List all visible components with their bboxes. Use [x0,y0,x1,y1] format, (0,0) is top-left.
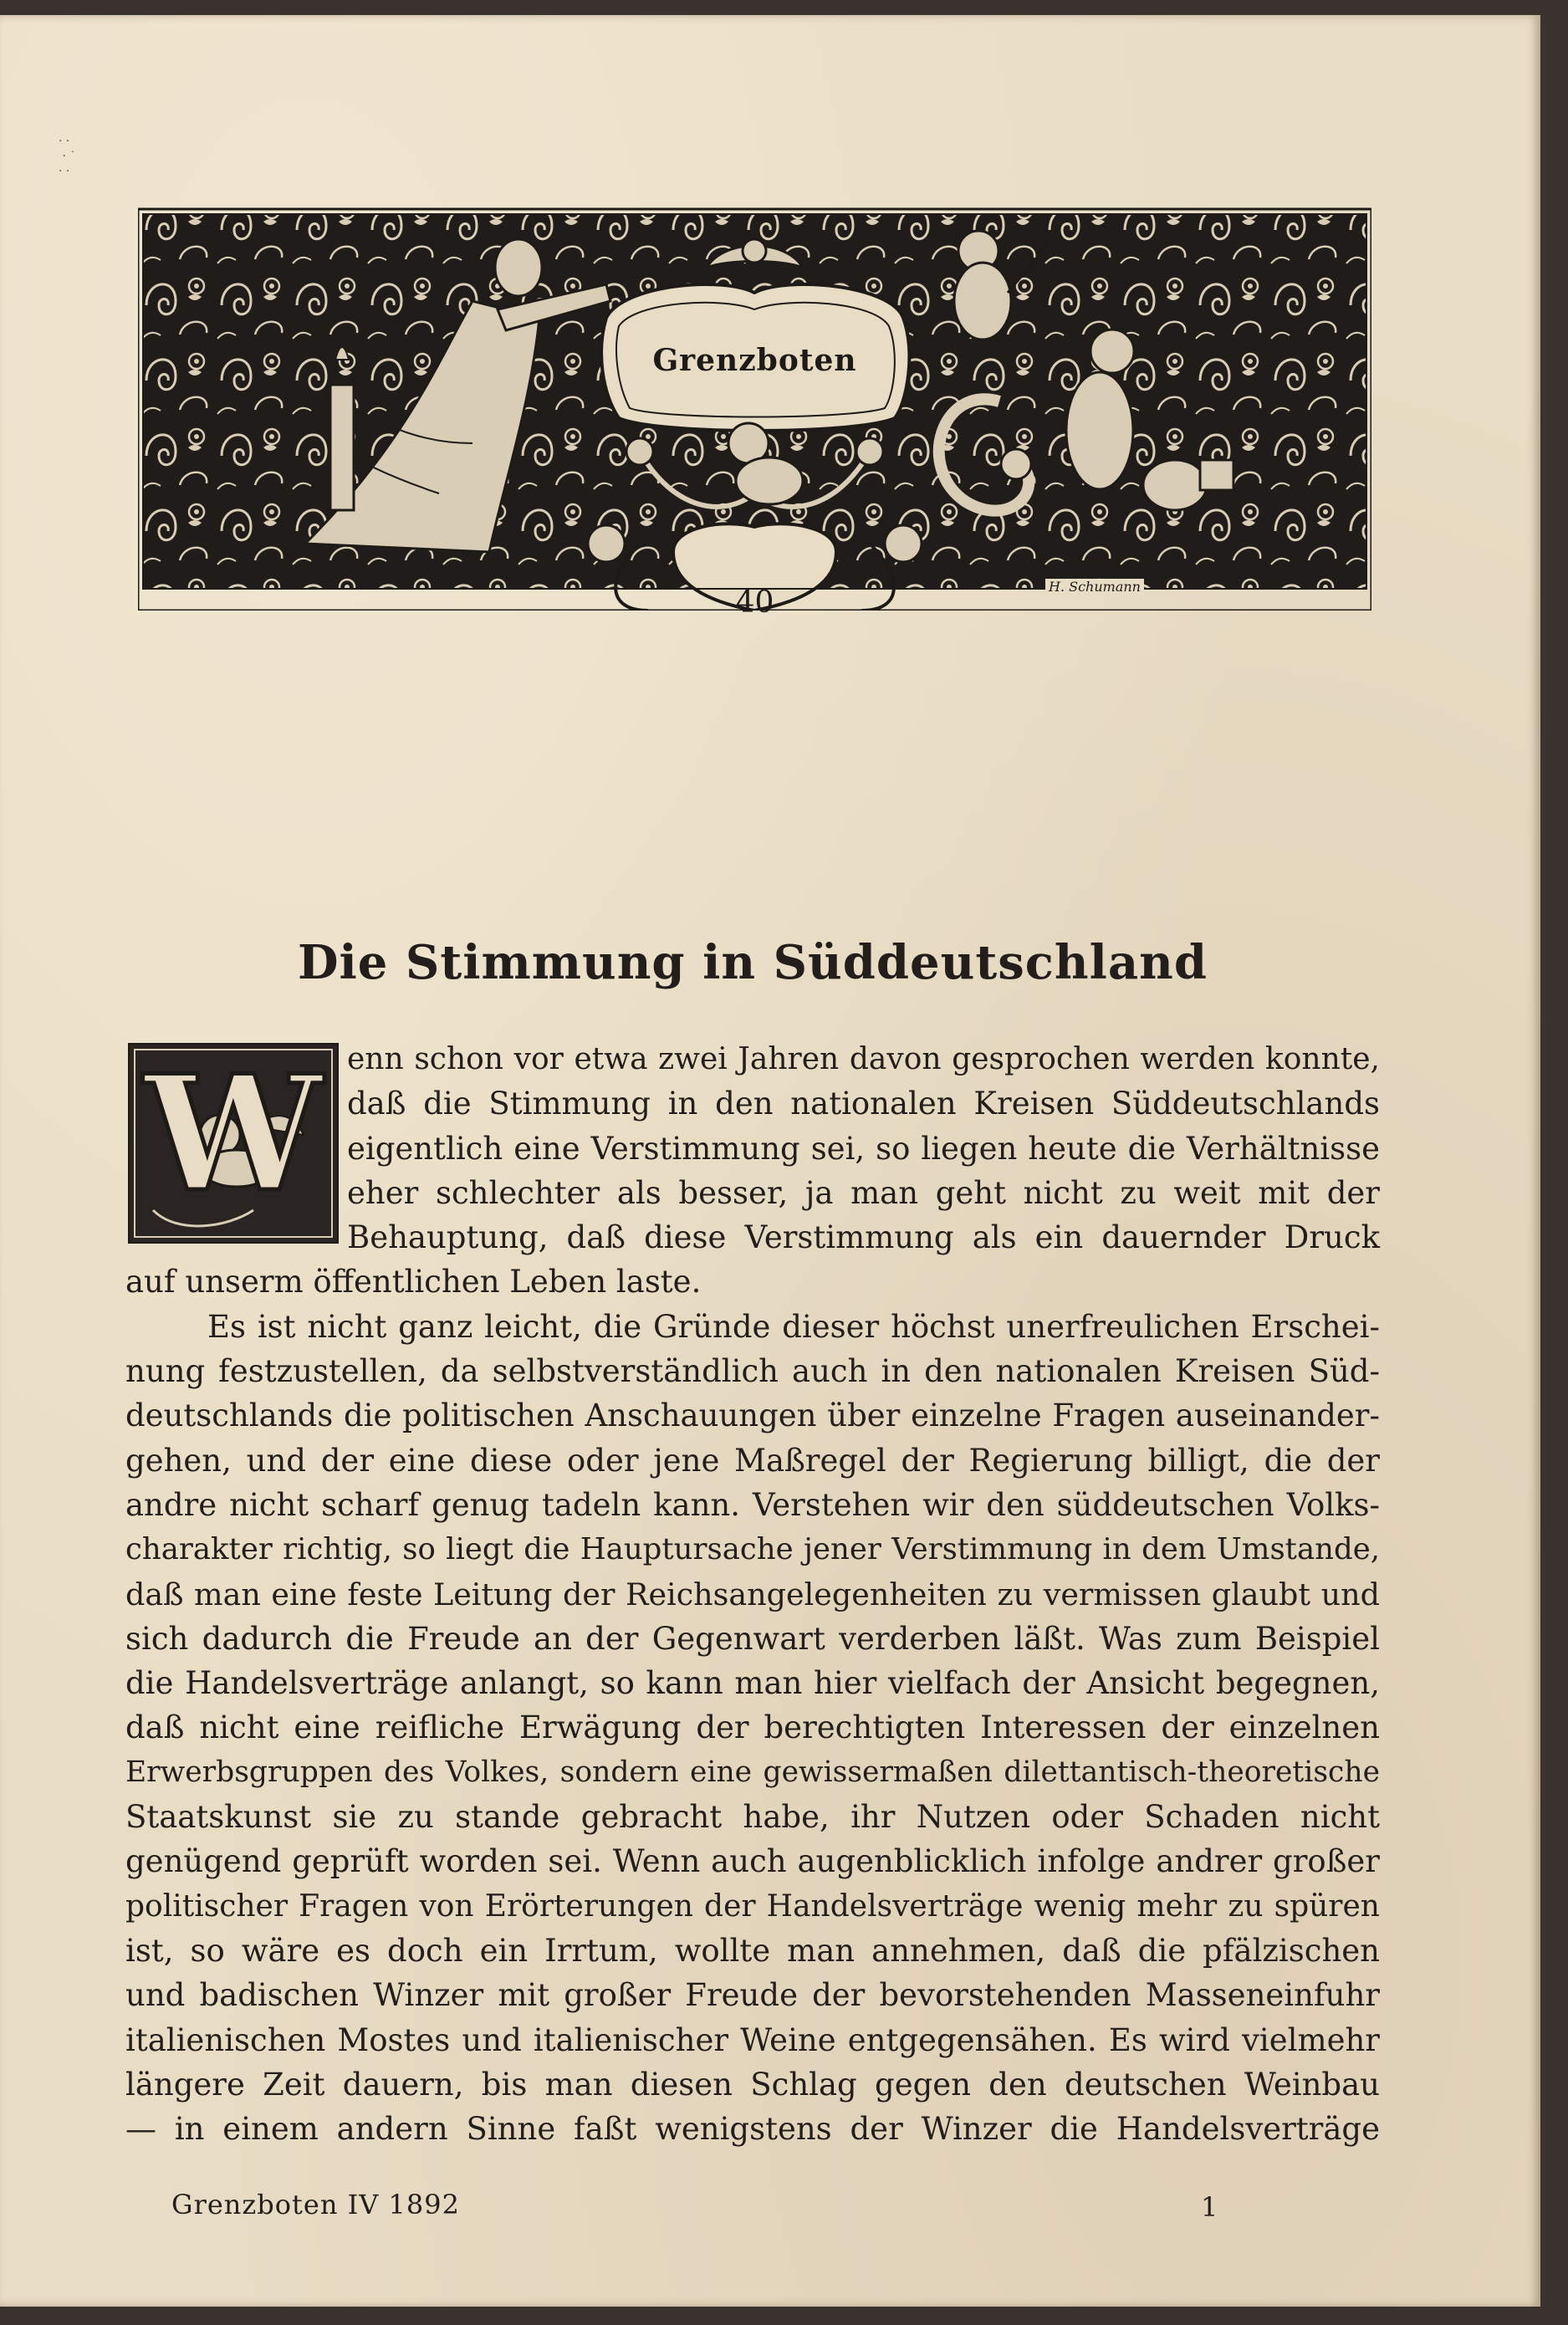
vignette-ornament [138,192,1371,611]
text-line: Es ist nicht ganz leicht, die Gründe dieser höchst unerfreulichen Erschei- [207,1308,1380,1345]
vignette-issue-number: 40 [735,585,774,620]
text-line: daß nicht eine reifliche Erwägung der berechtigten Interessen der einzelnen [125,1709,1380,1746]
text-line: Behauptung, daß diese Verstimmung als ein dauernder Druck [347,1219,1380,1256]
text-line: nung festzustellen, da selbstverständlich auch in den nationalen Kreisen Süd- [125,1353,1380,1390]
engraver-signature: H. Schumann [1045,579,1144,595]
text-line: die Handelsverträge anlangt, so kann man hier vielfach der Ansicht begegnen, [125,1665,1380,1702]
text-line: daß die Stimmung in den nationalen Kreisen Süddeutschlands [347,1086,1380,1122]
text-line: genügend geprüft worden sei. Wenn auch augenblicklich infolge andrer großer [125,1843,1380,1880]
text-line: ist, so wäre es doch ein Irrtum, wollte man annehmen, daß die pfälzischen [125,1932,1380,1969]
header-vignette [138,192,1371,620]
text-line: — in einem andern Sinne faßt wenigstens der Winzer die Handelsverträge [125,2111,1380,2148]
article-body [125,1037,1380,2151]
vignette-title: Grenzboten [652,343,857,378]
page-number: 1 [1201,2191,1218,2223]
text-line: und badischen Winzer mit großer Freude der bevorstehenden Masseneinfuhr [125,1977,1380,2014]
text-line: längere Zeit dauern, bis man diesen Schlag gegen den deutschen Weinbau [125,2066,1380,2103]
text-line: italienischen Mostes und italienischer Weine entgegensähen. Es wird vielmehr [125,2021,1380,2058]
drop-cap-letter: W [144,1040,323,1227]
paper-specks: · · · ˙ · · [59,135,76,178]
text-line: eher schlechter als besser, ja man geht nicht zu weit mit der [347,1174,1380,1211]
text-line: sich dadurch die Freude an der Gegenwart verderben läßt. Was zum Beispiel [125,1620,1380,1657]
text-line: deutschlands die politischen Anschauungen über einzelne Fragen auseinander- [125,1398,1380,1434]
text-line: eigentlich eine Verstimmung sei, so liegen heute die Verhältnisse [347,1130,1380,1167]
text-line: auf unserm öffentlichen Leben laste. [125,1264,702,1300]
text-line: politischer Fragen von Erörterungen der Handelsverträge wenig mehr zu spüren [125,1888,1380,1924]
text-line: enn schon vor etwa zwei Jahren davon gesprochen werden konnte, [347,1042,1380,1076]
text-line: andre nicht scharf genug tadeln kann. Verstehen wir den süddeutschen Volks- [125,1486,1380,1523]
text-line: Staatskunst sie zu stande gebracht habe, ihr Nutzen oder Schaden nicht [125,1799,1380,1836]
text-line: daß man eine feste Leitung der Reichsangelegenheiten zu vermissen glaubt und [125,1576,1380,1612]
text-line: gehen, und der eine diese oder jene Maßregel der Regierung billigt, die der [125,1442,1380,1479]
text-line: Erwerbsgruppen des Volkes, sondern eine gewissermaßen dilettantisch-theoretische [125,1755,1380,1789]
footer-journal: Grenzboten IV 1892 [171,2189,460,2220]
text-line: charakter richtig, so liegt die Hauptursache jener Verstimmung in dem Umstande, [125,1532,1380,1567]
article-heading: Die Stimmung in Süddeutschland [297,935,1208,990]
